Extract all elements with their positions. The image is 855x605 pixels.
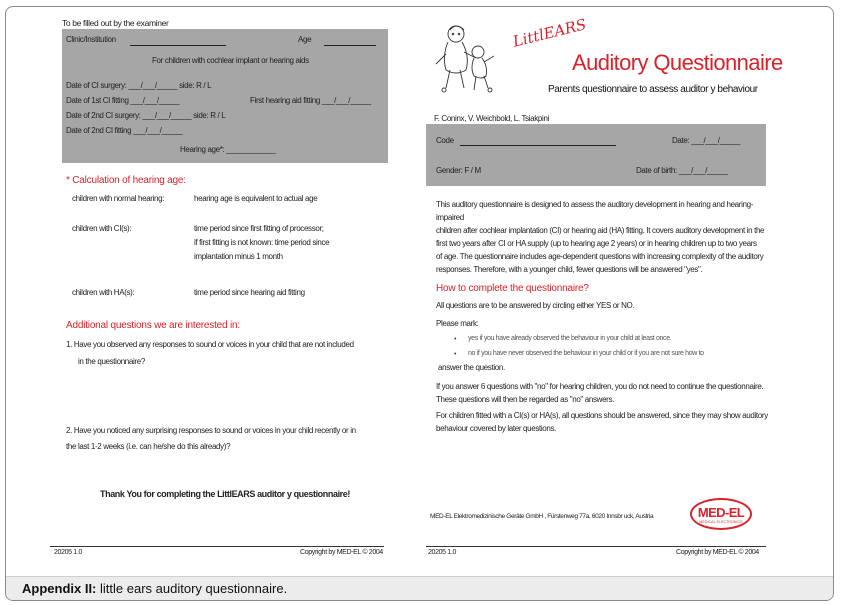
right-doc-number: 20205 1.0 bbox=[428, 549, 456, 556]
date-of-birth-field: Date of birth: ___/___/_____ bbox=[636, 166, 728, 175]
hearing-age-field: Hearing age*: ____________ bbox=[180, 145, 276, 154]
intro-line: This auditory questionnaire is designed to assess the auditory development in hearing and hearing-impaired bbox=[436, 200, 754, 222]
bullet-no-text: no if you have never observed the behaviour in your child or if you are not sure how to bbox=[468, 350, 704, 357]
intro-line: first two years after CI or HA supply (up to hearing age 2 years) or in hearing children up to two years bbox=[436, 239, 757, 248]
question-2-line-2: the last 1-2 weeks (i.e. can he/she do this already)? bbox=[66, 442, 231, 451]
calc-group-normal: children with normal hearing: bbox=[72, 194, 165, 203]
questionnaire-title: Auditory Questionnaire bbox=[572, 50, 783, 75]
intro-line: responses. Therefore, with a younger child, fewer questions will be answered "yes". bbox=[436, 265, 703, 274]
question-1-line-1: 1. Have you observed any responses to sound or voices in your child that are not included bbox=[66, 340, 354, 349]
littlears-brand-logo: LittlEARS bbox=[510, 15, 589, 51]
calc-heading: * Calculation of hearing age: bbox=[66, 175, 186, 186]
right-copyright: Copyright by MED-EL © 2004 bbox=[676, 549, 759, 556]
right-footer-line bbox=[426, 546, 766, 547]
examiner-box bbox=[62, 29, 388, 163]
bullet-yes-text: yes if you have already observed the behaviour in your child at least once. bbox=[468, 335, 672, 342]
left-copyright: Copyright by MED-EL © 2004 bbox=[300, 549, 383, 556]
rule-line: behaviour covered by later questions. bbox=[436, 424, 557, 433]
ci-surgery-2-date: Date of 2nd CI surgery: ___/___/_____ side: R / L bbox=[66, 111, 226, 120]
intro-line: of age. The questionnaire includes age-dependent questions with increasing complexity of the auditory bbox=[436, 252, 764, 261]
child-info-box bbox=[426, 124, 766, 186]
company-address: MED-EL Elektromedizinische Geräte GmbH , Fürstenweg 77a, 6020 Innsbr uck, Austria bbox=[430, 513, 654, 520]
ci-fitting-1-date: Date of 1st CI fitting ___/___/_____ bbox=[66, 96, 180, 105]
medel-logo bbox=[690, 498, 752, 530]
code-field-line bbox=[460, 145, 616, 146]
ha-fitting-date: First hearing aid fitting ___/___/_____ bbox=[250, 96, 371, 105]
bullet-dot-icon: • bbox=[454, 351, 457, 358]
questionnaire-figure bbox=[50, 12, 783, 572]
medel-logo-text: MED-EL bbox=[697, 505, 745, 520]
left-footer-line bbox=[50, 546, 384, 547]
examiner-note: To be filled out by the examiner bbox=[62, 18, 169, 28]
calc-text-ci-1: time period since first fitting of processor; bbox=[194, 224, 324, 233]
rule-line: These questions will then be regarded as "no" answers. bbox=[436, 395, 615, 404]
caption-text: little ears auditory questionnaire. bbox=[100, 581, 288, 596]
ci-note: For children with cochlear implant or hearing aids bbox=[152, 56, 309, 65]
age-label: Age bbox=[298, 35, 312, 44]
calc-text-ci-3: implantation minus 1 month bbox=[194, 252, 283, 261]
additional-heading: Additional questions we are interested in: bbox=[66, 320, 240, 331]
calc-text-ha: time period since hearing aid fitting bbox=[194, 288, 305, 297]
calc-text-normal: hearing age is equivalent to actual age bbox=[194, 194, 318, 203]
calc-group-ha: children with HA(s): bbox=[72, 288, 135, 297]
rule-line: If you answer 6 questions with "no" for hearing children, you do not need to continue the questionnaire. bbox=[436, 382, 764, 391]
calc-group-ci: children with CI(s): bbox=[72, 224, 132, 233]
gender-field: Gender: F / M bbox=[436, 166, 481, 175]
authors: F. Coninx, V. Weichbold, L. Tsiakpini bbox=[434, 114, 549, 123]
ci-fitting-2-date: Date of 2nd CI fitting ___/___/_____ bbox=[66, 126, 182, 135]
medel-logo-subtext: MEDICAL ELECTRONICS bbox=[699, 520, 743, 524]
children-illustration-icon bbox=[434, 20, 500, 96]
question-2-line-1: 2. Have you noticed any surprising responses to sound or voices in your child recently or in bbox=[66, 426, 356, 435]
intro-line: children after cochlear implantation (CI) or hearing aid (HA) fitting. It covers auditory development in the bbox=[436, 226, 765, 235]
clinic-field-line bbox=[130, 45, 226, 46]
bullet-dot-icon: • bbox=[454, 336, 457, 343]
thanks-text: Thank You for completing the LittlEARS auditor y questionnaire! bbox=[100, 489, 350, 499]
please-mark-label: Please mark: bbox=[436, 319, 479, 328]
intro-paragraph bbox=[436, 198, 774, 276]
code-label: Code bbox=[436, 136, 454, 145]
figure-caption bbox=[6, 576, 833, 600]
left-doc-number: 20205 1.0 bbox=[54, 549, 82, 556]
date-field: Date: ___/___/_____ bbox=[672, 136, 741, 145]
questionnaire-subtitle: Parents questionnaire to assess auditor y behaviour bbox=[548, 84, 758, 95]
question-1-line-2: in the questionnaire? bbox=[78, 357, 145, 366]
rules-paragraph bbox=[436, 380, 768, 435]
howto-instruction: All questions are to be answered by circling either YES or NO. bbox=[436, 301, 635, 310]
howto-heading: How to complete the questionnaire? bbox=[436, 283, 589, 294]
age-field-line bbox=[324, 45, 376, 46]
bullet-no-text-continued: answer the question. bbox=[438, 363, 505, 372]
calc-text-ci-2: if first fitting is not known: time period since bbox=[194, 238, 330, 247]
caption-label: Appendix II: bbox=[22, 581, 97, 596]
clinic-label: Clinic/Institution bbox=[66, 35, 116, 44]
rule-line: For children fitted with a CI(s) or HA(s), all questions should be answered, since they may show auditory bbox=[436, 411, 768, 420]
ci-surgery-date: Date of CI surgery: ___/___/_____ side: R / L bbox=[66, 81, 212, 90]
